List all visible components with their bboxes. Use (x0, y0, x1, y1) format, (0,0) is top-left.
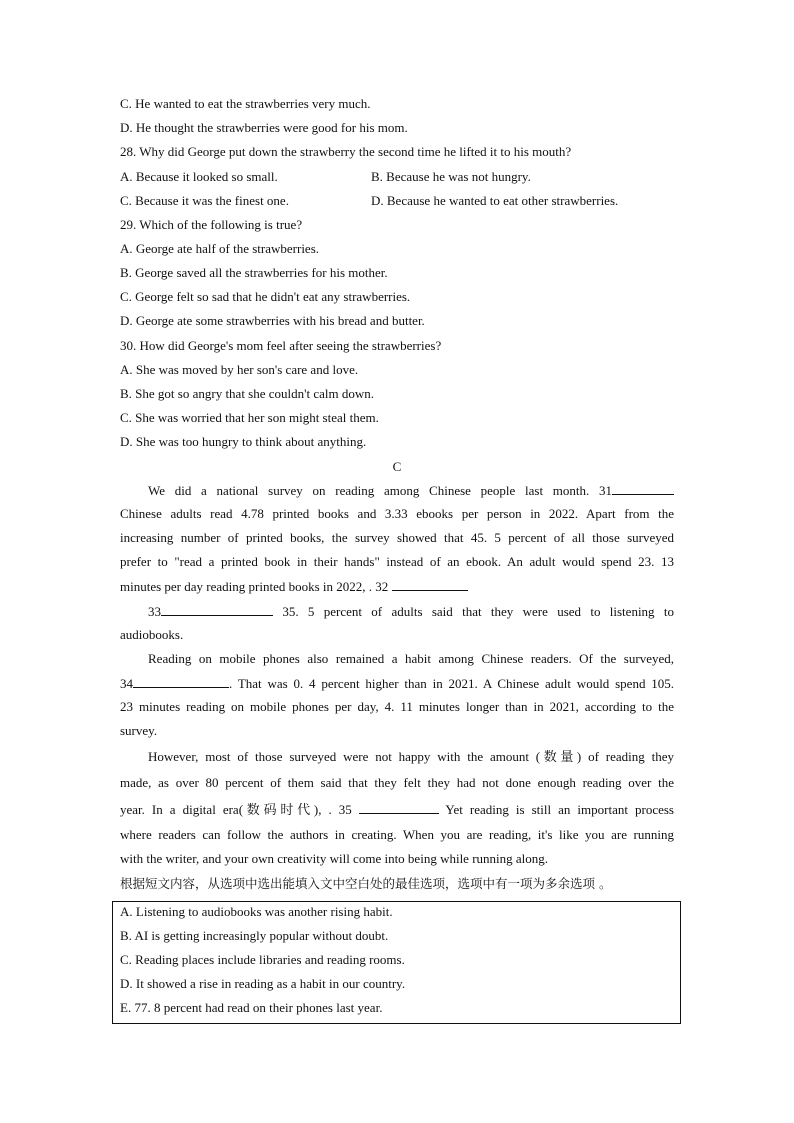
q29-option-b: B. George saved all the strawberries for his mother. (120, 265, 388, 280)
q28-option-c: C. Because it was the finest one. (120, 193, 289, 208)
passage-line: 34 . That was 0. 4 percent higher than in 2021. A Chinese adult would spend 105. (120, 676, 674, 691)
blank-32[interactable] (392, 578, 468, 591)
passage-paragraph-1 (120, 482, 674, 602)
passage-line: audiobooks. (120, 627, 184, 642)
section-heading: C (392, 459, 402, 474)
q28-option-a: A. Because it looked so small. (120, 169, 278, 184)
passage-paragraph-3 (120, 651, 674, 747)
passage-paragraph-4 (120, 749, 674, 875)
option-d: D. It showed a rise in reading as a habit in our country. (120, 976, 406, 991)
q27-option-d: D. He thought the strawberries were good for his mom. (120, 120, 408, 135)
passage-line: minutes per day reading printed books in 2022, . 32 (120, 578, 674, 602)
passage-line: made, as over 80 percent of them said that they felt they had not done enough reading over the (120, 775, 674, 790)
passage-line: where readers can follow the authors in creating. When you are reading, it's like you are running (120, 827, 674, 842)
q30-option-b: B. She got so angry that she couldn't calm down. (120, 386, 375, 401)
q28-question: 28. Why did George put down the strawberry the second time he lifted it to his mouth? (120, 144, 572, 159)
q29-question: 29. Which of the following is true? (120, 217, 303, 232)
q28-option-b: B. Because he was not hungry. (371, 169, 531, 184)
passage-line: Chinese adults read 4.78 printed books and 3.33 ebooks per person in 2022. Apart from the (120, 506, 674, 521)
passage-line: 33 35. 5 percent of adults said that they were used to listening to (148, 604, 674, 619)
blank-34[interactable] (133, 675, 229, 688)
q30-option-d: D. She was too hungry to think about anything. (120, 434, 367, 449)
passage-line: with the writer, and your own creativity will come into being while running along. (120, 851, 549, 866)
passage-line: 23 minutes reading on mobile phones per day, 4. 11 minutes longer than in 2021, according to the (120, 699, 674, 714)
passage-line: year. In a digital era(数码时代), . 35 Yet reading is still an important process (120, 802, 674, 817)
option-a: A. Listening to audiobooks was another rising habit. (120, 904, 393, 919)
passage-line: Reading on mobile phones also remained a habit among Chinese readers. Of the surveyed, (148, 651, 674, 666)
passage-paragraph-2 (120, 603, 674, 651)
passage-line: increasing number of printed books, the survey showed that 45. 5 percent of all those surveyed (120, 530, 674, 545)
blank-35[interactable] (359, 801, 439, 814)
blank-33[interactable] (161, 603, 273, 616)
option-e: E. 77. 8 percent had read on their phones last year. (120, 1000, 383, 1015)
q27-option-c: C. He wanted to eat the strawberries very much. (120, 96, 371, 111)
instruction-text: 根据短文内容，从选项中选出能填入文中空白处的最佳选项，选项中有一项为多余选项 。 (120, 876, 612, 891)
passage-line: prefer to "read a printed book in their hands" instead of an ebook. An adult would spend 23. 13 (120, 554, 674, 569)
option-c: C. Reading places include libraries and reading rooms. (120, 952, 405, 967)
q28-option-d: D. Because he wanted to eat other strawberries. (371, 193, 619, 208)
q29-option-c: C. George felt so sad that he didn't eat any strawberries. (120, 289, 411, 304)
q30-option-a: A. She was moved by her son's care and love. (120, 362, 359, 377)
passage-line: However, most of those surveyed were not happy with the amount (数量) of reading they (148, 749, 674, 764)
passage-line: We did a national survey on reading among Chinese people last month. 31 (120, 482, 674, 506)
q29-option-a: A. George ate half of the strawberries. (120, 241, 320, 256)
blank-31[interactable] (612, 482, 674, 495)
q30-question: 30. How did George's mom feel after seeing the strawberries? (120, 338, 442, 353)
options-box (112, 901, 681, 1024)
q29-option-d: D. George ate some strawberries with his bread and butter. (120, 313, 425, 328)
q30-option-c: C. She was worried that her son might steal them. (120, 410, 379, 425)
passage-line: survey. (120, 723, 158, 738)
option-b: B. AI is getting increasingly popular without doubt. (120, 928, 389, 943)
